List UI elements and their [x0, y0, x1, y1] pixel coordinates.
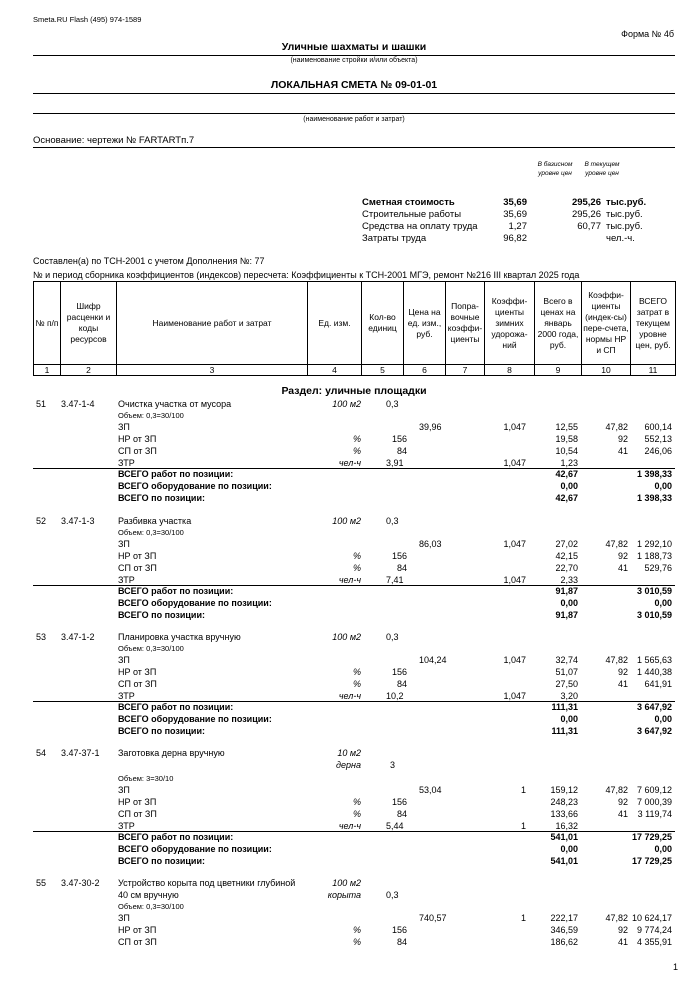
summary-current: 295,26 [571, 209, 601, 220]
col-header-unit: Ед. изм. [308, 282, 362, 365]
col-number: 4 [308, 365, 362, 376]
summary-base: 1,27 [508, 221, 527, 232]
sp-row: СП от ЗП % 84 10,54 41 246,06 [118, 446, 672, 456]
item-unit: 100 м2 [332, 878, 361, 888]
form-number: Форма № 4б [621, 29, 674, 39]
summary-label: Строительные работы [362, 209, 462, 220]
col-header-coef: Коэффи-циенты (индек-сы) пере-счета, нормы НР и СП [582, 282, 631, 365]
item-volume: Объем: 0,3=30/100 [118, 528, 184, 537]
total-equipment-row: ВСЕГО оборудование по позиции: 0,00 0,00 [118, 844, 672, 854]
section-title: Раздел: уличные площадки [281, 385, 427, 397]
ztr-row: ЗТР чел-ч 7,41 1,047 2,33 [118, 575, 578, 585]
summary-row-labor [362, 233, 682, 245]
summary-row-estimate-cost [362, 197, 682, 209]
col-number: 2 [61, 365, 117, 376]
zp-row: ЗП 53,04 1 159,12 47,82 7 609,12 [118, 785, 672, 795]
item-unit-2: корыта [327, 890, 361, 900]
works-caption: (наименование работ и затрат) [303, 116, 405, 123]
item-unit: 100 м2 [332, 399, 361, 409]
divider [33, 147, 675, 148]
divider [33, 113, 675, 114]
col-header-current-total: ВСЕГО затрат в текущем уровне цен, руб. [631, 282, 676, 365]
ztr-row: ЗТР чел-ч 10,2 1,047 3,20 [118, 691, 578, 701]
summary-unit: тыс.руб. [606, 197, 647, 208]
zp-row: ЗП 86,03 1,047 27,02 47,82 1 292,10 [118, 539, 672, 549]
total-equipment-row: ВСЕГО оборудование по позиции: 0,00 0,00 [118, 481, 672, 491]
summary-base: 35,69 [503, 209, 527, 220]
item-qty: 0,3 [386, 399, 399, 409]
item-qty: 0,3 [386, 890, 399, 900]
summary-label: Сметная стоимость [362, 197, 455, 208]
item-qty: 3 [390, 760, 396, 770]
item-row [33, 878, 675, 890]
item-no: 52 [36, 516, 47, 526]
vendor-info: Smeta.RU Flash (495) 974-1589 [33, 15, 142, 24]
item-no: 53 [36, 632, 47, 642]
total-works-row: ВСЕГО работ по позиции: 541,01 17 729,25 [118, 832, 672, 842]
composed-line: Составлен(а) по ТСН-2001 с учетом Дополнения №: 77 [33, 256, 265, 266]
col-number: 1 [34, 365, 61, 376]
item-code: 3.47-1-2 [61, 632, 95, 642]
total-equipment-row: ВСЕГО оборудование по позиции: 0,00 0,00 [118, 714, 672, 724]
summary-base: 35,69 [503, 197, 527, 208]
summary-row-wages [362, 221, 682, 233]
item-no: 51 [36, 399, 47, 409]
col-header-base-total: Всего в ценах на январь 2000 года, руб. [535, 282, 582, 365]
zp-row: ЗП 740,57 1 222,17 47,82 10 624,17 [118, 913, 672, 923]
ztr-row: ЗТР чел-ч 5,44 1 16,32 [118, 821, 578, 831]
col-number: 6 [404, 365, 446, 376]
item-row [33, 632, 675, 644]
item-qty: 0,3 [386, 516, 399, 526]
zp-row: ЗП 104,24 1,047 32,74 47,82 1 565,63 [118, 655, 672, 665]
col-number: 3 [117, 365, 308, 376]
item-no: 55 [36, 878, 47, 888]
nr-row: НР от ЗП % 156 248,23 92 7 000,39 [118, 797, 672, 807]
summary-base: 96,82 [503, 233, 527, 244]
item-row [33, 399, 675, 411]
col-number: 9 [535, 365, 582, 376]
total-works-row: ВСЕГО работ по позиции: 111,31 3 647,92 [118, 702, 672, 712]
item-unit: 100 м2 [332, 516, 361, 526]
object-title: Уличные шахматы и шашки [281, 41, 427, 53]
item-volume: Объем: 0,3=30/100 [118, 902, 184, 911]
summary-unit: тыс.руб. [606, 221, 643, 232]
col-header-name: Наименование работ и затрат [117, 282, 308, 365]
estimate-table-header [33, 281, 676, 376]
item-volume: Объем: 0,3=30/100 [118, 644, 184, 653]
item-unit-2: дерна [336, 760, 361, 770]
item-unit: 100 м2 [332, 632, 361, 642]
nr-row: НР от ЗП % 156 51,07 92 1 440,38 [118, 667, 672, 677]
col-number: 7 [446, 365, 485, 376]
summary-unit: тыс.руб. [606, 209, 643, 220]
item-name: Заготовка дерна вручную [118, 748, 225, 758]
summary-col-current: В текущем уровне цен [584, 161, 620, 177]
divider [33, 93, 675, 94]
nr-row: НР от ЗП % 156 19,58 92 552,13 [118, 434, 672, 444]
item-row [33, 748, 675, 760]
item-name-2: 40 см вручную [118, 890, 179, 900]
object-caption: (наименование стройки и/или объекта) [290, 57, 418, 64]
total-equipment-row: ВСЕГО оборудование по позиции: 0,00 0,00 [118, 598, 672, 608]
item-code: 3.47-37-1 [61, 748, 100, 758]
item-code: 3.47-1-4 [61, 399, 95, 409]
summary-row-construction [362, 209, 682, 221]
sp-row: СП от ЗП % 84 22,70 41 529,76 [118, 563, 672, 573]
sp-row: СП от ЗП % 84 186,62 41 4 355,91 [118, 937, 672, 947]
item-unit: 10 м2 [337, 748, 361, 758]
col-number: 10 [582, 365, 631, 376]
total-position-row: ВСЕГО по позиции: 42,67 1 398,33 [118, 493, 672, 503]
total-position-row: ВСЕГО по позиции: 541,01 17 729,25 [118, 856, 672, 866]
col-header-code: Шифр расценки и коды ресурсов [61, 282, 117, 365]
nr-row: НР от ЗП % 156 42,15 92 1 188,73 [118, 551, 672, 561]
divider [33, 55, 675, 56]
item-row-cont [33, 760, 675, 772]
summary-label: Средства на оплату труда [362, 221, 478, 232]
summary-col-base: В базисном уровне цен [537, 161, 573, 177]
item-qty: 0,3 [386, 632, 399, 642]
item-code: 3.47-1-3 [61, 516, 95, 526]
zp-row: ЗП 39,96 1,047 12,55 47,82 600,14 [118, 422, 672, 432]
item-volume: Объем: 0,3=30/100 [118, 411, 184, 420]
nr-row: НР от ЗП % 156 346,59 92 9 774,24 [118, 925, 672, 935]
item-row [33, 516, 675, 528]
item-name: Устройство корыта под цветники глубиной [118, 878, 296, 888]
summary-unit: чел.-ч. [606, 233, 635, 244]
total-works-row: ВСЕГО работ по позиции: 42,67 1 398,33 [118, 469, 672, 479]
item-volume: Объем: 3=30/10 [118, 774, 174, 783]
item-code: 3.47-30-2 [61, 878, 100, 888]
estimate-title: ЛОКАЛЬНАЯ СМЕТА № 09-01-01 [270, 79, 438, 91]
col-header-correction: Попра-вочные коэффи-циенты [446, 282, 485, 365]
col-number: 8 [485, 365, 535, 376]
col-header-winter: Коэффи-циенты зимних удорожа-ний [485, 282, 535, 365]
sp-row: СП от ЗП % 84 133,66 41 3 119,74 [118, 809, 672, 819]
period-line: № и период сборника коэффициентов (индексов) пересчета: Коэффициенты к ТСН-2001 МГЭ, ремонт №216 III квартал 2025 года [33, 270, 580, 280]
total-position-row: ВСЕГО по позиции: 91,87 3 010,59 [118, 610, 672, 620]
ztr-row: ЗТР чел-ч 3,91 1,047 1,23 [118, 458, 578, 468]
item-no: 54 [36, 748, 47, 758]
item-name: Очистка участка от мусора [118, 399, 232, 409]
basis-line: Основание: чертежи № FARTARTп.7 [33, 135, 195, 146]
total-works-row: ВСЕГО работ по позиции: 91,87 3 010,59 [118, 586, 672, 596]
sp-row: СП от ЗП % 84 27,50 41 641,91 [118, 679, 672, 689]
item-name: Разбивка участка [118, 516, 192, 526]
col-number: 5 [362, 365, 404, 376]
col-header-no: № п/п [34, 282, 61, 365]
summary-label: Затраты труда [362, 233, 427, 244]
total-position-row: ВСЕГО по позиции: 111,31 3 647,92 [118, 726, 672, 736]
summary-current: 295,26 [571, 197, 601, 208]
item-name: Планировка участка вручную [118, 632, 241, 642]
summary-current: 60,77 [577, 221, 601, 232]
item-row-cont [33, 890, 675, 902]
col-number: 11 [631, 365, 676, 376]
col-header-qty: Кол-во единиц [362, 282, 404, 365]
col-header-price: Цена на ед. изм., руб. [404, 282, 446, 365]
page-number: 1 [672, 962, 678, 972]
